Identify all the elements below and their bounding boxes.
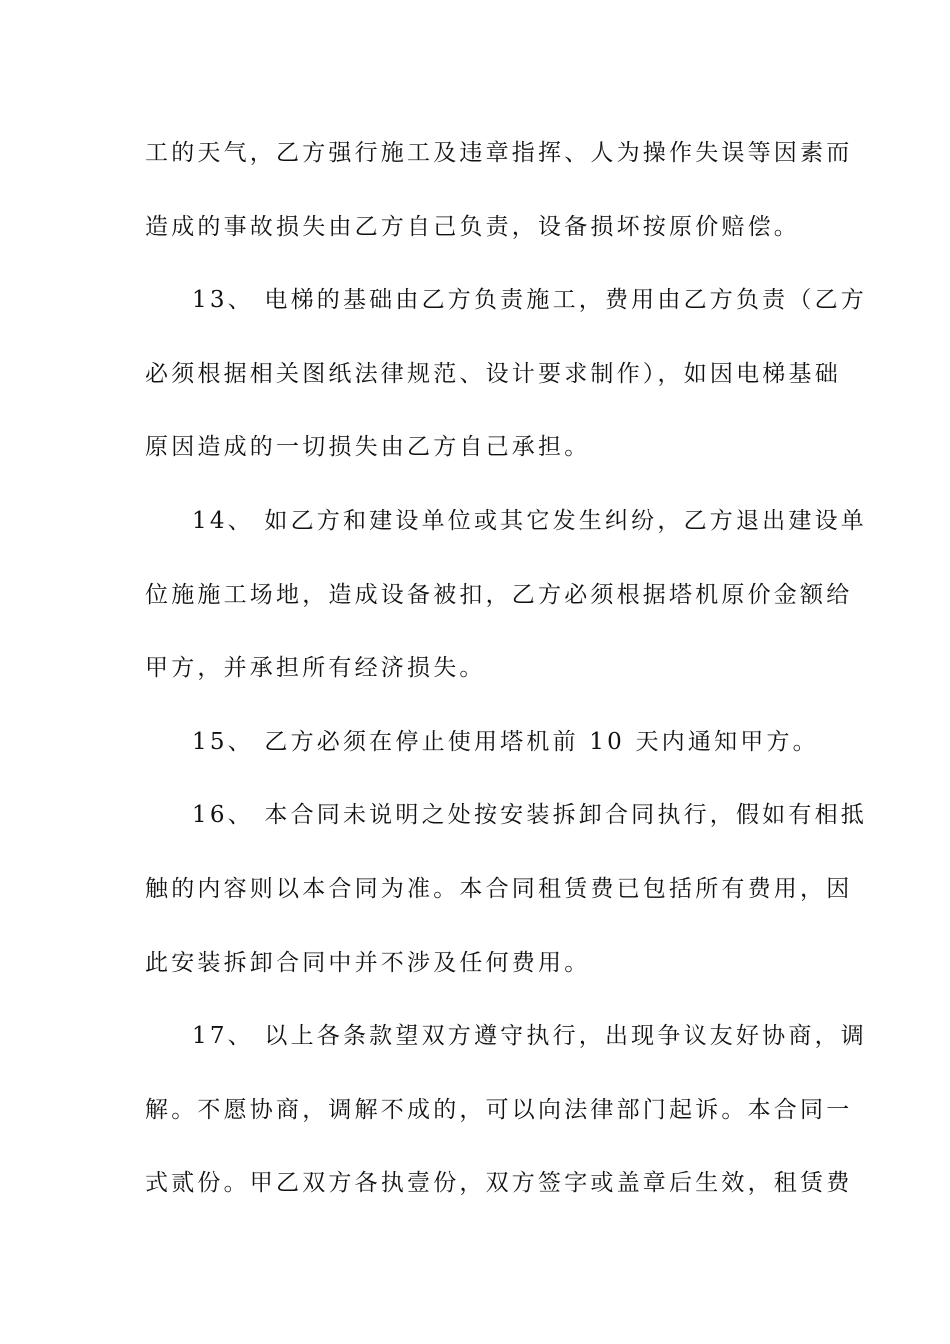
document-body: [145, 128, 867, 1232]
clause-17-line: 式贰份。甲乙双方各执壹份，双方签字或盖章后生效，租赁费: [145, 1170, 853, 1197]
clause-16-line: 此安装拆卸合同中并不涉及任何费用。: [145, 949, 591, 976]
clause-14-line: 位施施工场地，造成设备被扣，乙方必须根据塔机原价金额给: [145, 581, 853, 608]
clause-17-line: 17、 以上各条款望双方遵守执行，出现争议友好协商，调: [192, 1023, 867, 1050]
paragraph-line: 造成的事故损失由乙方自己负责，设备损坏按原价赔偿。: [145, 213, 800, 240]
clause-13-line: 13、 电梯的基础由乙方负责施工，费用由乙方负责（乙方: [192, 287, 867, 314]
clause-16-line: 触的内容则以本合同为准。本合同租赁费已包括所有费用，因: [145, 875, 853, 902]
paragraph-line: 工的天气，乙方强行施工及违章指挥、人为操作失误等因素而: [145, 140, 853, 166]
clause-14-line: 14、 如乙方和建设单位或其它发生纠纷，乙方退出建设单: [192, 507, 867, 534]
clause-15-line: 15、 乙方必须在停止使用塔机前 10 天内通知甲方。: [192, 728, 819, 755]
clause-13-line: 必须根据相关图纸法律规范、设计要求制作），如因电梯基础: [145, 360, 841, 387]
clause-16-line: 16、 本合同未说明之处按安装拆卸合同执行，假如有相抵: [192, 802, 867, 829]
clause-14-line: 甲方，并承担所有经济损失。: [145, 655, 486, 682]
clause-17-line: 解。不愿协商，调解不成的，可以向法律部门起诉。本合同一: [145, 1096, 853, 1123]
clause-13-line: 原因造成的一切损失由乙方自己承担。: [145, 434, 591, 461]
